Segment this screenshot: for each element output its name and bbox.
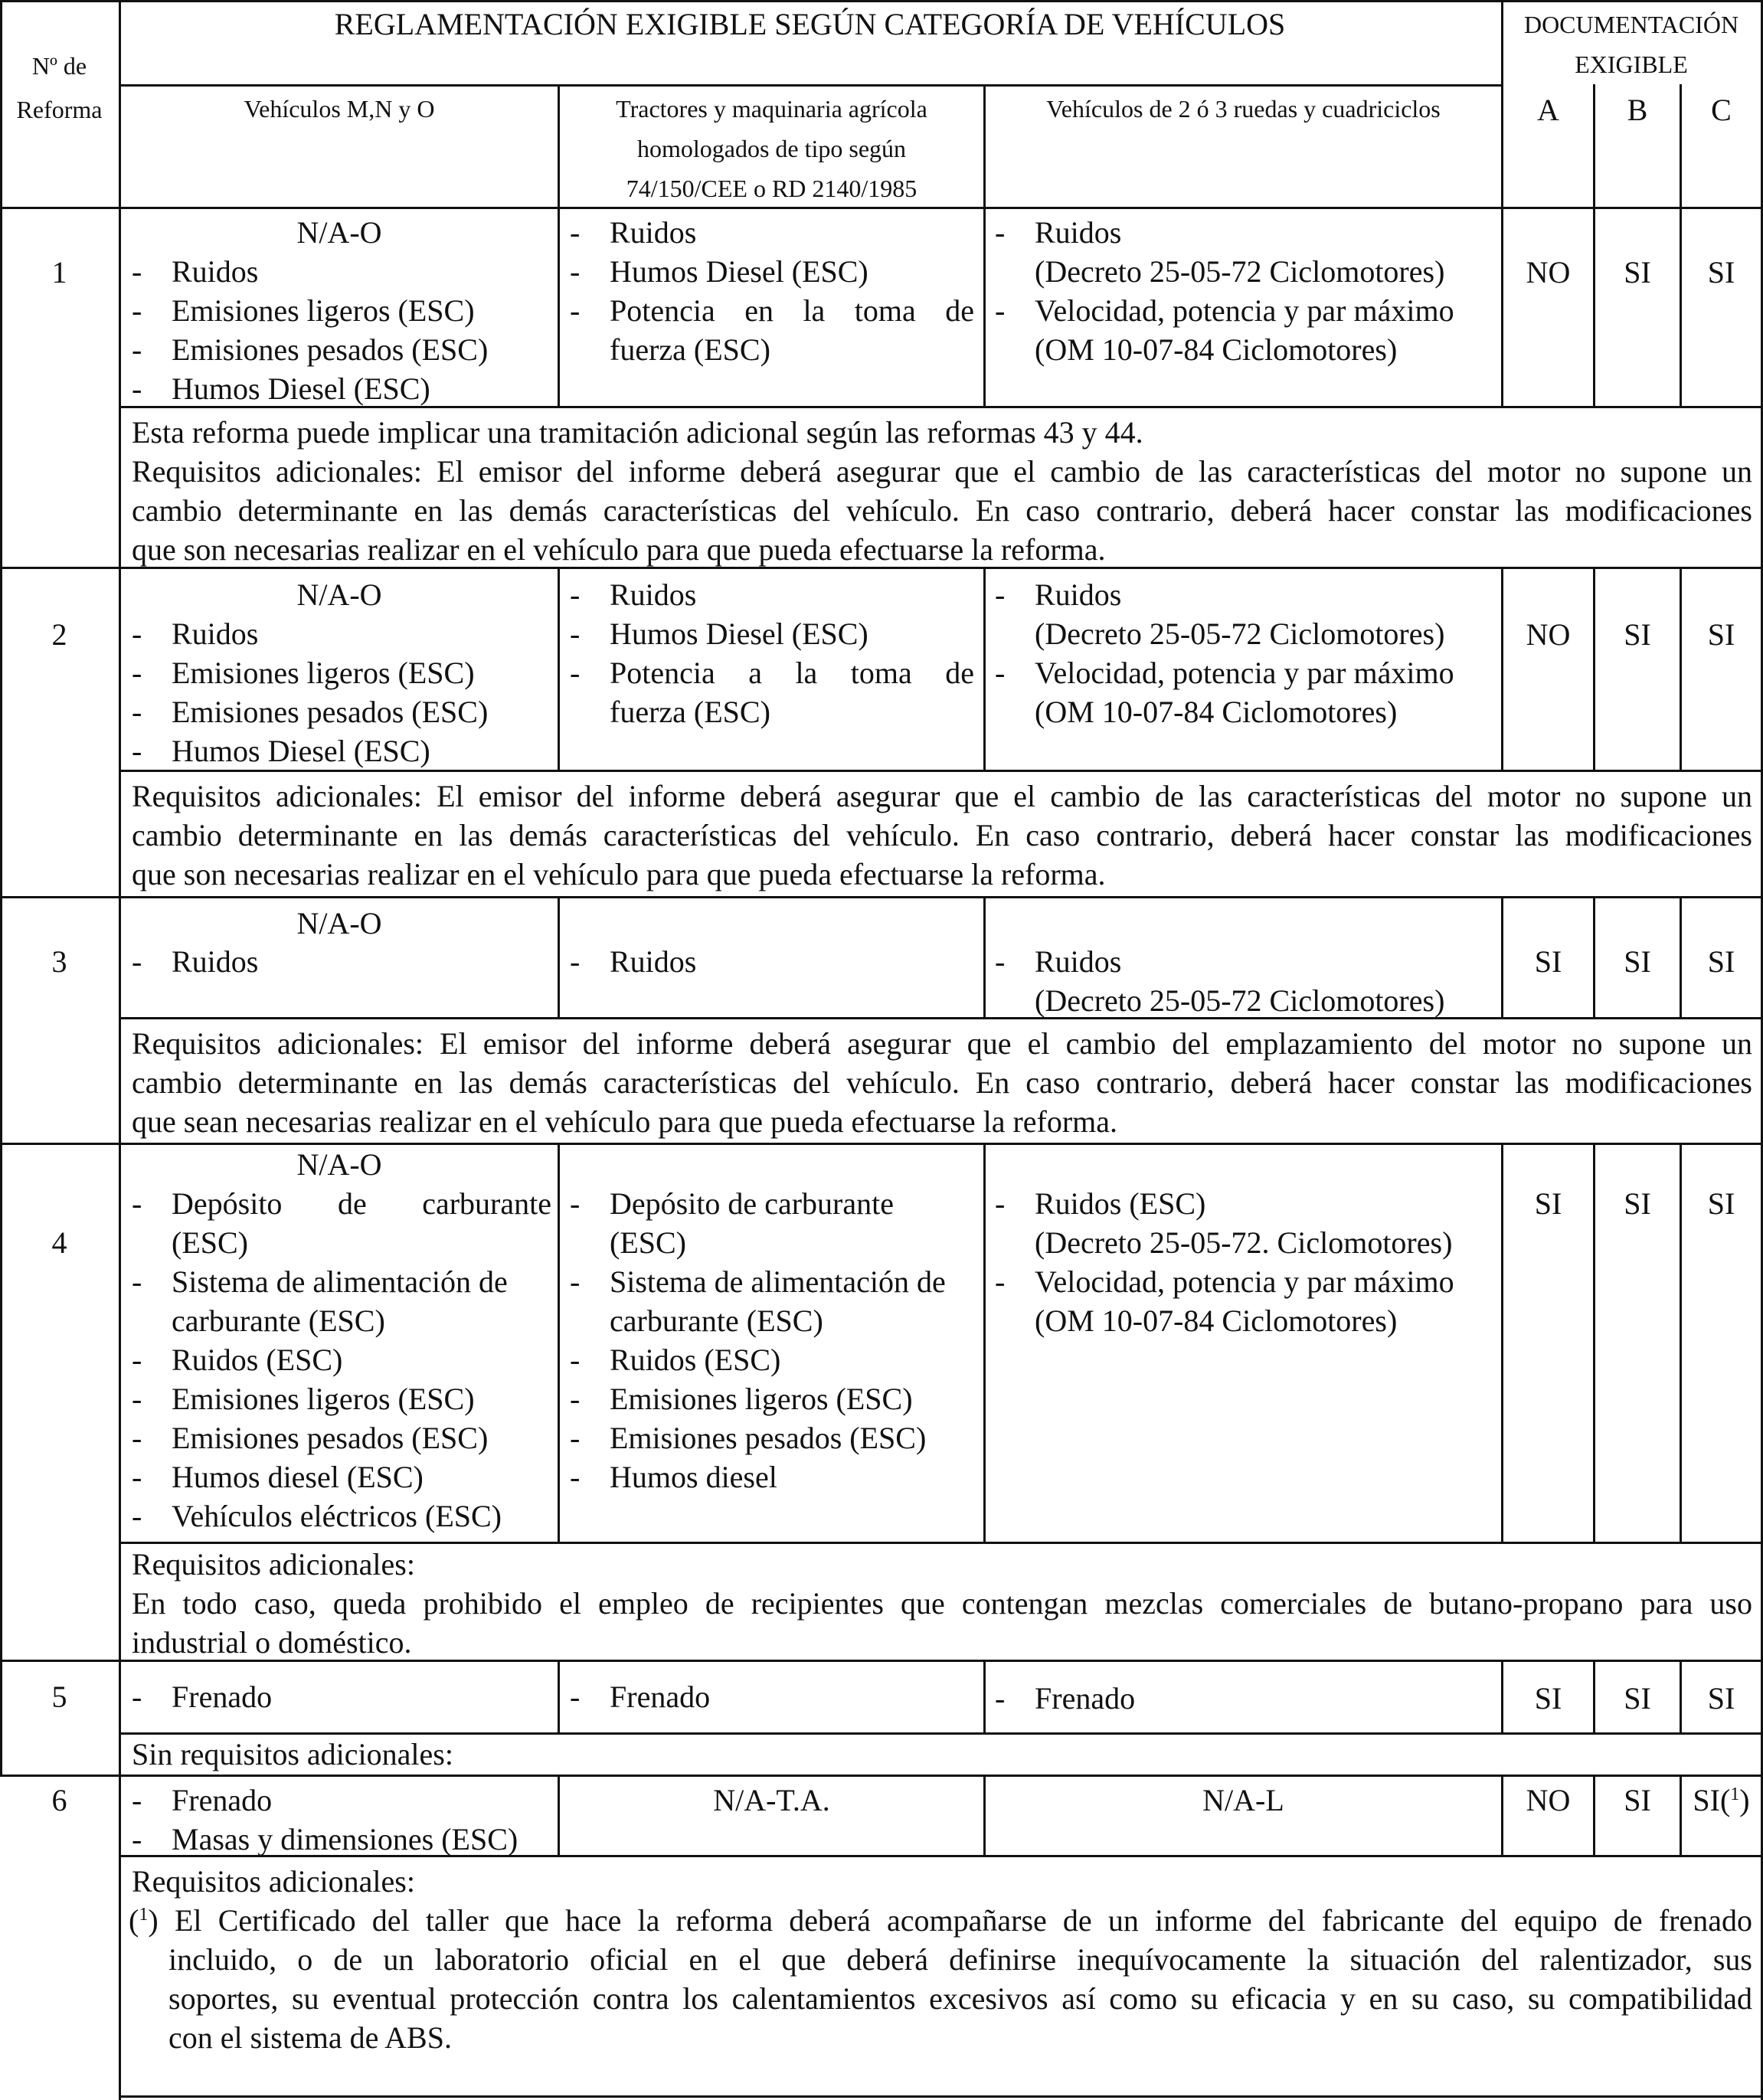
r2-col-line-2 <box>983 567 986 772</box>
tractores-requirements-list <box>570 1184 974 1496</box>
ruedas-requirements-list <box>995 942 1496 1020</box>
r3-col-line-2 <box>983 896 986 1019</box>
list-item: - Ruidos (ESC) <box>132 1343 343 1377</box>
list-item: - Emisiones ligeros (ESC) <box>132 1382 475 1416</box>
row1-note-line1: Esta reforma puede implicar una tramitación adicional según las reformas 43 y 44. <box>132 415 1143 450</box>
header-bottom-line <box>0 207 1763 209</box>
doc-b-value: SI <box>1624 944 1651 979</box>
doc-a-value: SI <box>1534 1186 1562 1221</box>
doc-b-value: SI <box>1624 617 1651 652</box>
list-item: - Potencia en la toma de <box>570 293 974 328</box>
reform-number: 2 <box>51 617 67 652</box>
reform-number: 4 <box>51 1225 67 1260</box>
list-item: - Emisiones pesados (ESC) <box>132 695 489 729</box>
list-item: - Emisiones ligeros (ESC) <box>132 293 475 328</box>
doc-a-value: SI <box>1534 944 1562 979</box>
ruedas-not-applicable-label: N/A-L <box>1202 1783 1284 1817</box>
list-item: - Masas y dimensiones (ESC) <box>132 1822 518 1856</box>
footnote-open: ( <box>129 1903 139 1938</box>
r5-col-line-2 <box>983 1660 986 1735</box>
reform-number: 6 <box>51 1783 67 1817</box>
list-item: - Humos diesel (ESC) <box>132 1460 424 1494</box>
mno-not-applicable-label: N/A-O <box>296 1147 382 1182</box>
list-item: - Ruidos <box>995 944 1122 979</box>
ruedas-requirements-list <box>995 575 1496 731</box>
list-item: - Emisiones pesados (ESC) <box>132 332 489 367</box>
tractores-requirements-list <box>570 575 974 731</box>
mno-requirements-list <box>132 942 551 981</box>
doc-c-value: SI <box>1707 617 1735 652</box>
column-header-mno: Vehículos M,N y O <box>244 95 435 123</box>
documentation-header-line2: EXIGIBLE <box>1575 51 1688 78</box>
row4-note-line1: Requisitos adicionales: <box>132 1547 415 1582</box>
list-item: - Sistema de alimentación de <box>132 1264 508 1299</box>
list-item-continuation: (ESC) <box>610 1225 686 1260</box>
list-item: - Ruidos <box>132 944 259 979</box>
row4-note-line3: industrial o doméstico. <box>132 1625 412 1660</box>
row3-cells-bottom <box>119 1017 1763 1019</box>
reform-number-header-line1: Nº de <box>31 52 87 80</box>
reform-number: 1 <box>51 255 67 289</box>
list-item-continuation: (Decreto 25-05-72 Ciclomotores) <box>1035 617 1445 651</box>
list-item: - Humos Diesel (ESC) <box>570 617 868 651</box>
list-item-continuation: (Decreto 25-05-72. Ciclomotores) <box>1035 1225 1453 1260</box>
r4-col-line-1 <box>558 1143 560 1544</box>
footnote-marker: 1 <box>1730 1784 1740 1804</box>
list-item-continuation: (OM 10-07-84 Ciclomotores) <box>1035 695 1398 729</box>
r2-col-line-1 <box>558 567 560 772</box>
column-header-b: B <box>1627 93 1648 127</box>
r1-col-line-1 <box>558 207 560 408</box>
doc-a-value: SI <box>1534 1681 1562 1716</box>
doc-a-value: NO <box>1526 255 1571 289</box>
list-item: - Frenado <box>132 1783 273 1817</box>
row3-note-line1: Requisitos adicionales: El emisor del informe deberá asegurar que el cambio del emplazamiento del motor no supone un <box>132 1026 1752 1061</box>
list-item: - Ruidos <box>570 577 697 612</box>
list-item: - Frenado <box>132 1680 273 1714</box>
list-item: - Ruidos <box>570 215 697 250</box>
row2-bottom-line <box>0 896 1763 898</box>
doc-c-value: SI <box>1707 1681 1735 1716</box>
list-item: - Humos diesel <box>570 1460 777 1494</box>
column-header-tractores-line2: homologados de tipo según <box>636 135 907 162</box>
doc-b-value: SI <box>1624 1783 1651 1817</box>
mno-not-applicable-label: N/A-O <box>296 906 382 940</box>
list-item: - Humos Diesel (ESC) <box>132 371 430 406</box>
list-item: - Velocidad, potencia y par máximo <box>995 1264 1454 1299</box>
column-header-c: C <box>1711 93 1732 127</box>
list-item: - Ruidos <box>132 617 259 651</box>
list-item: - Potencia a la toma de <box>570 656 974 690</box>
tractores-requirements-list <box>570 1677 974 1716</box>
r3-col-line-1 <box>558 896 560 1019</box>
column-header-tractores-line1: Tractores y maquinaria agrícola <box>616 95 927 123</box>
row2-note-line2: cambio determinante en las demás características del vehículo. En caso contrario, deberá hacer constar las modificaciones <box>132 818 1752 852</box>
tractores-requirements-list <box>570 213 974 369</box>
list-item-continuation: carburante (ESC) <box>172 1304 385 1338</box>
list-item: - Depósito de carburante <box>132 1186 551 1221</box>
r1-col-line-5 <box>1680 207 1682 408</box>
list-item: - Velocidad, potencia y par máximo <box>995 293 1454 328</box>
list-item: - Frenado <box>995 1681 1136 1716</box>
row6-note-heading: Requisitos adicionales: <box>132 1864 415 1899</box>
r1-col-line-4 <box>1593 207 1595 408</box>
tractores-not-applicable-label: N/A-T.A. <box>713 1783 830 1817</box>
mno-requirements-list <box>132 614 551 770</box>
documentation-header-line1: DOCUMENTACIÓN <box>1523 11 1739 38</box>
reform-number: 3 <box>51 944 67 979</box>
ruedas-requirements-list <box>995 1679 1496 1718</box>
reform-number: 5 <box>51 1680 67 1714</box>
list-item: - Frenado <box>570 1680 711 1714</box>
doc-b-value: SI <box>1624 1186 1651 1221</box>
row1-note-line3: cambio determinante en las demás características del vehículo. En caso contrario, deberá hacer constar las modificaciones <box>132 493 1752 528</box>
row4-cells-bottom <box>119 1542 1763 1544</box>
ruedas-requirements-list <box>995 213 1496 369</box>
list-item: - Ruidos <box>132 254 259 289</box>
list-item: - Emisiones ligeros (ESC) <box>132 656 475 690</box>
list-item: - Ruidos <box>995 215 1122 250</box>
table-title: REGLAMENTACIÓN EXIGIBLE SEGÚN CATEGORÍA DE VEHÍCULOS <box>334 7 1286 41</box>
mno-requirements-list <box>132 1184 551 1536</box>
doc-a-value: NO <box>1526 617 1571 652</box>
list-item: - Ruidos (ESC) <box>995 1186 1206 1221</box>
doc-c-text: SI( <box>1693 1783 1731 1817</box>
list-item: - Humos Diesel (ESC) <box>132 734 430 768</box>
list-item-continuation: (ESC) <box>172 1225 248 1260</box>
doc-c-value: SI <box>1707 1186 1735 1221</box>
mno-requirements-list <box>132 252 551 408</box>
r4-col-line-2 <box>983 1143 986 1544</box>
column-header-tractores-line3: 74/150/CEE o RD 2140/1985 <box>626 175 917 202</box>
r2-col-line-5 <box>1680 567 1682 772</box>
row6-note-line1: El Certificado del taller que hace la reforma deberá acompañarse de un informe del fabricante del equipo de frenado <box>175 1903 1752 1938</box>
row2-note-line1: Requisitos adicionales: El emisor del informe deberá asegurar que el cambio de las características del motor no supone un <box>132 779 1752 813</box>
r2-col-line-4 <box>1593 567 1595 772</box>
row3-note-line2: cambio determinante en las demás características del vehículo. En caso contrario, deberá hacer constar las modificaciones <box>132 1065 1752 1100</box>
row6-note-line2: incluido, o de un laboratorio oficial en el que deberá definirse inequívocamente la situación del ralentizador, sus <box>168 1942 1752 1977</box>
table-border-top <box>0 0 1763 2</box>
mno-not-applicable-label: N/A-O <box>296 215 382 250</box>
list-item: - Emisiones pesados (ESC) <box>132 1421 489 1455</box>
row5-bottom-line <box>0 1775 1763 1777</box>
row6-note-line3: soportes, su eventual protección contra los calentamientos excesivos así como su eficacia y en su caso, su compatibilidad <box>168 1981 1752 2016</box>
ruedas-requirements-list <box>995 1184 1496 1340</box>
footnote-number: 1 <box>139 1905 149 1925</box>
list-item: - Depósito de carburante <box>570 1186 894 1221</box>
doc-a-value: NO <box>1526 1783 1571 1817</box>
row4-note-line2: En todo caso, queda prohibido el empleo de recipientes que contengan mezclas comerciales de butano-propano para uso <box>132 1586 1752 1621</box>
doc-c-value: SI <box>1707 255 1735 289</box>
column-header-ruedas: Vehículos de 2 ó 3 ruedas y cuadriciclos <box>1046 95 1441 123</box>
mno-requirements-list <box>132 1781 551 1859</box>
row1-note-line2: Requisitos adicionales: El emisor del informe deberá asegurar que el cambio de las características del motor no supone un <box>132 454 1752 489</box>
footnote-marker-label <box>129 1901 159 1940</box>
list-item: - Ruidos <box>570 944 697 979</box>
list-item-continuation: fuerza (ESC) <box>610 332 770 367</box>
list-item: - Ruidos (ESC) <box>570 1343 781 1377</box>
tractores-requirements-list <box>570 942 974 981</box>
reform-number-header-line2: Reforma <box>16 96 103 123</box>
header-title-divider <box>119 84 1503 87</box>
list-item-continuation: (Decreto 25-05-72 Ciclomotores) <box>1035 983 1445 1018</box>
list-item-continuation: (Decreto 25-05-72 Ciclomotores) <box>1035 254 1445 289</box>
list-item: - Humos Diesel (ESC) <box>570 254 868 289</box>
table-border-bottom <box>119 2095 1763 2098</box>
mno-requirements-list <box>132 1677 551 1716</box>
footnote-close: ) <box>148 1903 159 1938</box>
doc-c-value: SI <box>1707 944 1735 979</box>
list-item: - Ruidos <box>995 577 1122 612</box>
r2-col-line-3 <box>1501 567 1503 772</box>
list-item-continuation: (OM 10-07-84 Ciclomotores) <box>1035 332 1398 367</box>
list-item-continuation: carburante (ESC) <box>610 1304 823 1338</box>
list-item: - Velocidad, potencia y par máximo <box>995 656 1454 690</box>
r1-col-line-3 <box>1501 207 1503 408</box>
doc-b-value: SI <box>1624 1681 1651 1716</box>
list-item-continuation: (OM 10-07-84 Ciclomotores) <box>1035 1304 1398 1338</box>
list-item-continuation: fuerza (ESC) <box>610 695 770 729</box>
column-header-a: A <box>1537 93 1559 127</box>
list-item: - Vehículos eléctricos (ESC) <box>132 1499 502 1533</box>
list-item: - Sistema de alimentación de <box>570 1264 946 1299</box>
mno-not-applicable-label: N/A-O <box>296 577 382 612</box>
row2-note-line3: que son necesarias realizar en el vehículo para que pueda efectuarse la reforma. <box>132 857 1106 891</box>
doc-b-value: SI <box>1624 255 1651 289</box>
doc-c-close: ) <box>1739 1783 1750 1817</box>
row6-note-line4: con el sistema de ABS. <box>168 2020 452 2055</box>
list-item: - Emisiones pesados (ESC) <box>570 1421 927 1455</box>
doc-c-value <box>1682 1781 1761 1820</box>
row3-note-line3: que sean necesarias realizar en el vehículo para que pueda efectuarse la reforma. <box>132 1104 1118 1139</box>
r1-col-line-2 <box>983 207 986 408</box>
list-item: - Emisiones ligeros (ESC) <box>570 1382 913 1416</box>
row1-note-line4: que son necesarias realizar en el vehículo para que pueda efectuarse la reforma. <box>132 532 1106 567</box>
r5-col-line-1 <box>558 1660 560 1735</box>
reform-number-column-line <box>119 0 121 2100</box>
row5-note-line1: Sin requisitos adicionales: <box>132 1737 453 1771</box>
